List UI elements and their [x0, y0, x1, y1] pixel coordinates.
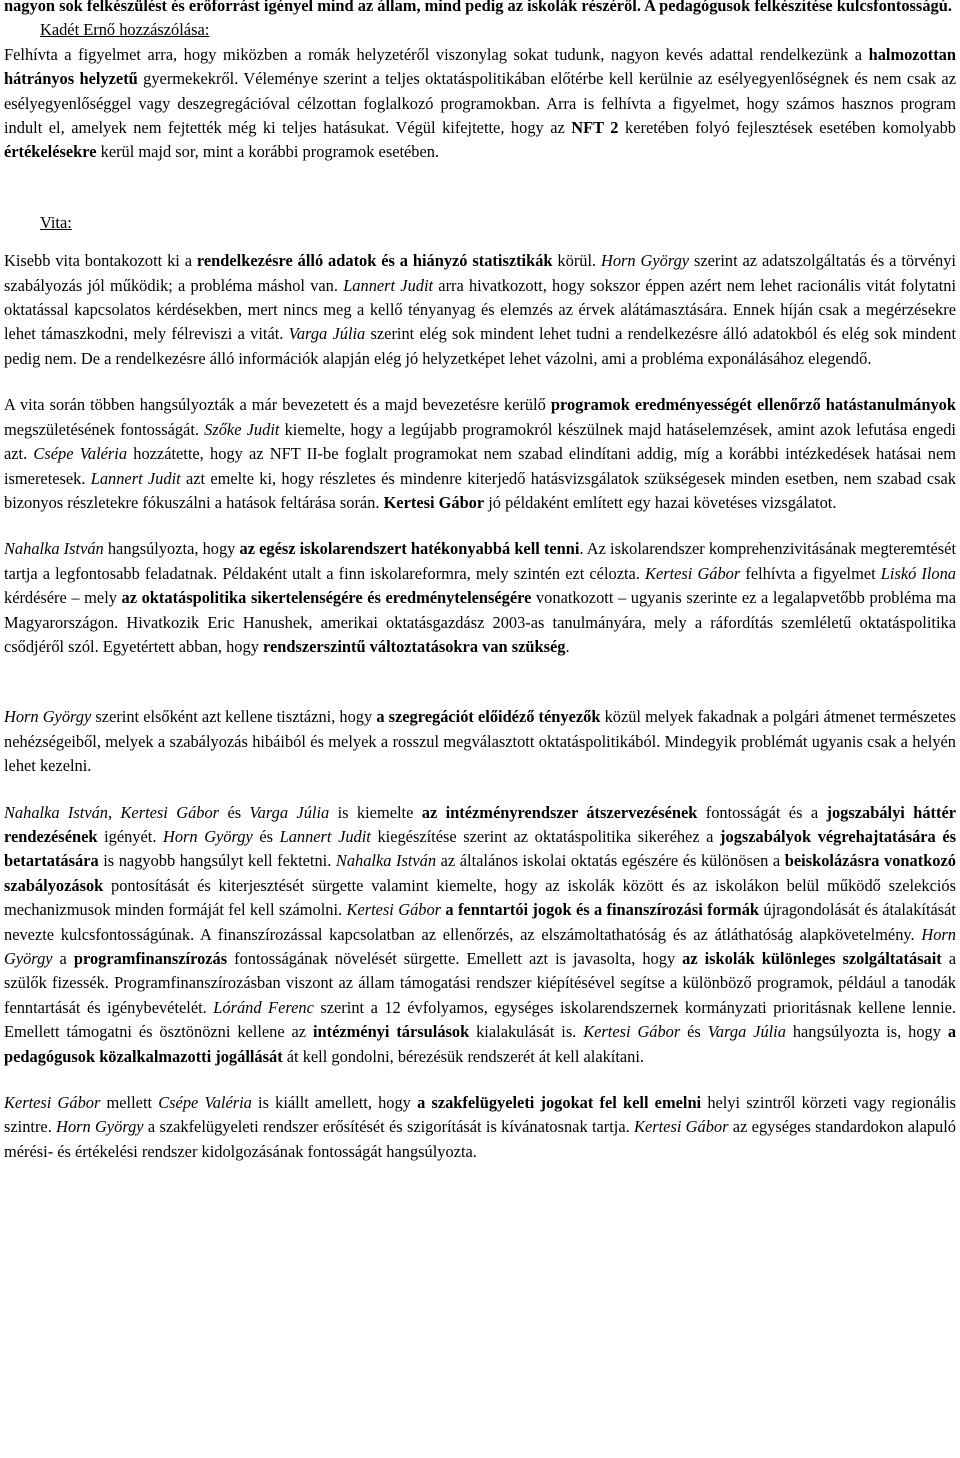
text-run: közül melyek fakadnak a polgári átmenet természetes nehézségeiből, melyek a szabályozás hibáiból és melyek a rosszul megválasztott oktatáspolitikából. Mindegyik problémát ugyanis csak a helyén lehet kezelni. — [4, 707, 956, 776]
text-run: hangsúlyozta, hogy — [103, 539, 240, 559]
person-name: Csépe Valéria — [33, 444, 128, 464]
emphasis-text: az egész iskolarendszert hatékonyabbá kell tenni — [239, 539, 580, 559]
text-run: A vita során többen hangsúlyozták a már bevezetett és a majd bevezetésre kerülő — [4, 395, 551, 415]
emphasis-text: programok eredményességét ellenőrző hatástanulmányok — [550, 395, 956, 415]
emphasis-text: rendelkezésre álló adatok és a hiányzó statisztikák — [196, 251, 553, 271]
person-name: Horn György — [163, 826, 253, 846]
emphasis-text: NFT 2 — [571, 118, 619, 138]
text-run: Kisebb vita bontakozott ki a — [4, 251, 197, 271]
emphasis-text: programfinanszírozás — [73, 949, 228, 968]
vita-paragraph-5 — [4, 801, 956, 1069]
emphasis-text: a szakfelügyeleti jogokat fel kell emelni — [417, 1093, 702, 1113]
emphasis-text: a pedagógusok közalkalmazotti jogállását — [4, 1022, 957, 1066]
person-name: Lannert Judit — [343, 275, 434, 295]
person-name: Kertesi Gábor — [4, 1093, 101, 1113]
text-run: is kiállt amellett, hogy — [251, 1093, 418, 1113]
person-name: Varga Júlia — [249, 802, 330, 822]
emphasis-text: rendszerszintű változtatásokra van szükség — [263, 636, 566, 656]
text-run: . Az iskolarendszer komprehenzivitásának megteremtését tartja a legfontosabb feladatnak. Példaként utalt a finn iskolareformra, mely szintén ezt célozta. — [4, 539, 957, 583]
person-name: Kertesi Gábor — [583, 1022, 681, 1042]
text-run: mellett — [100, 1093, 159, 1113]
text-run: vonatkozott – ugyanis szerinte ez a legalapvetőbb probléma ma Magyarországon. Hivatkozik Eric Hanushek, amerikai oktatásgazdász 2003-as tanulmányára, mely a ráfordítás szemléletű oktatáspolitika csődjéről szól. Egyetértett abban, hogy — [4, 588, 956, 656]
text-run: megszületésének fontosságát. — [4, 419, 205, 439]
text-run: is nagyobb hangsúlyt kell fektetni. — [98, 851, 336, 871]
emphasis-text: nagyon sok felkészülést és erőforrást igényel mind az állam, mind pedig az iskolák részéről. A pedagógusok felkészítése kulcsfontosságú. — [4, 0, 952, 15]
kadet-paragraph — [4, 43, 956, 165]
emphasis-text: az intézményrendszer átszervezésének — [421, 802, 698, 822]
text-run: kiemelte, hogy a legújabb programokról készülnek majd hatáselemzések, amint azok lefutása engedi azt. — [4, 419, 956, 464]
text-run: és — [680, 1022, 708, 1042]
text-run: azt emelte ki, hogy részletes és mindenre kiterjedő hatásvizsgálatok szükségesek minden esetben, nem szabad csak bizonyos részletekre fókuszálni a hatások feltárása során. — [4, 468, 956, 512]
person-name: Horn György — [4, 924, 956, 968]
person-name: Kertesi Gábor — [120, 802, 220, 822]
emphasis-text: halmozottan hátrányos helyzetű — [4, 44, 956, 89]
text-run: körül. — [552, 251, 602, 271]
person-name: Varga Júlia — [707, 1022, 786, 1042]
vita-paragraph-2 — [4, 393, 956, 515]
emphasis-text: a fenntartói jogok és a finanszírozási formák — [445, 900, 760, 920]
text-run: , — [108, 802, 121, 822]
text-run: keretében folyó fejlesztések esetében komolyabb — [618, 118, 956, 138]
emphasis-text: értékelésekre — [4, 142, 97, 162]
text-run: fontosságának növelését sürgette. Emellett azt is javasolta, hogy — [227, 949, 683, 968]
text-run: és — [219, 802, 250, 822]
person-name: Kertesi Gábor — [346, 900, 442, 920]
text-run: szerint az adatszolgáltatás és a törvényi szabályozás jól működik; a probléma máshol van. — [4, 251, 956, 295]
text-run: szerint a 12 évfolyamos, egységes iskolarendszernek kormányzati prioritásnak kellene lennie. Emellett támogatni és ösztönözni kellene az — [4, 997, 957, 1042]
person-name: Csépe Valéria — [158, 1093, 252, 1113]
vita-heading: Vita: — [40, 212, 72, 232]
text-run: kérdésére – mely — [4, 588, 122, 608]
text-run: . — [565, 636, 570, 656]
text-run: arra hivatkozott, hogy sokszor éppen azért nem lehet racionális vitát folytatni oktatással kapcsolatos kérdésekben, mert nincs meg a kellő tényanyag és elemzés az érvek alátámasztására. Ennek híján csak a megérzésekre lehet támaszkodni, mely félreviszi a vitát. — [4, 275, 957, 344]
emphasis-text: jogszabályi háttér rendezésének — [4, 802, 956, 846]
text-run: hangsúlyozta is, hogy — [785, 1022, 948, 1042]
text-run: fontosságát és a — [697, 802, 827, 822]
person-name: Varga Júlia — [288, 324, 366, 344]
text-run: át kell gondolni, bérezésük rendszerét át kell alakítani. — [282, 1046, 645, 1066]
emphasis-text: intézményi társulások — [312, 1022, 470, 1042]
text-run: jó példaként említett egy hazai követéses vizsgálatot. — [484, 492, 837, 512]
text-run: gyermekekről. Véleménye szerint a teljes oktatáspolitikában előtérbe kell kerülnie az esélyegyenlőségnek és nem csak az esélyegyenlőséggel vagy deszegregációval célzottan foglalkozó programokban. Arra is felhívta a figyelmet, hogy számos hasznos program indult el, amelyek nem fejtették még ki teljes hatásukat. Végül kifejtette, hogy az — [4, 69, 956, 138]
text-run: a — [52, 949, 74, 968]
person-name: Nahalka István — [4, 802, 108, 822]
person-name: Horn György — [601, 251, 690, 271]
person-name: Szőke Judit — [204, 419, 280, 439]
text-run: kialakulását is. — [469, 1022, 584, 1042]
text-run: az egységes standardokon alapuló mérési- és értékelési rendszer kidolgozásának fontosságát hangsúlyozta. — [4, 1117, 956, 1161]
intro-paragraph — [4, 0, 956, 18]
text-run: és — [252, 826, 280, 846]
person-name: Lannert Judit — [279, 826, 371, 846]
text-run: Felhívta a figyelmet arra, hogy miközben a romák helyzetéről viszonylag sokat tudunk, nagyon kevés adattal rendelkezünk a — [4, 44, 869, 64]
person-name: Horn György — [4, 707, 92, 727]
text-run: is kiemelte — [329, 802, 422, 822]
person-name: Horn György — [56, 1117, 144, 1137]
kadet-heading: Kadét Ernő hozzászólása: — [40, 20, 210, 40]
text-run: szerint elsőként azt kellene tisztázni, hogy — [91, 707, 377, 727]
vita-paragraph-3 — [4, 537, 956, 659]
emphasis-text: az iskolák különleges szolgáltatásait — [682, 949, 942, 968]
vita-paragraph-4 — [4, 705, 956, 778]
emphasis-text: beiskolázásra vonatkozó szabályozások — [4, 851, 956, 895]
person-name: Liskó Ilona — [880, 563, 957, 583]
text-run: hozzátette, hogy az NFT II-be foglalt programokat nem szabad elindítani addig, míg a korábbi intézkedések hatásai nem ismeretesek. — [4, 444, 956, 488]
text-run: felhívta a figyelmet — [740, 563, 881, 583]
text-run: az általános iskolai oktatás egészére és különösen a — [436, 851, 785, 871]
emphasis-text: Kertesi Gábor — [383, 492, 485, 512]
text-run: helyi szintről körzeti vagy regionális szintre. — [4, 1093, 957, 1137]
emphasis-text: jogszabályok végrehajtatására és betartatására — [4, 826, 956, 871]
person-name: Nahalka István — [4, 539, 104, 559]
person-name: Lannert Judit — [90, 468, 181, 488]
text-run: kiegészítése szerint az oktatáspolitika sikeréhez a — [370, 826, 721, 846]
emphasis-text: az oktatáspolitika sikertelenségére és eredménytelenségére — [121, 588, 532, 608]
vita-paragraph-1 — [4, 249, 956, 371]
text-run: szerint elég sok mindent lehet tudni a rendelkezésre álló adatokból és elég sok mindent pedig nem. De a rendelkezésre álló információk alapján elég jó helyzetképet lehet vázolni, ami a probléma exponálásához elegendő. — [4, 324, 957, 368]
person-name: Lóránd Ferenc — [213, 997, 314, 1017]
emphasis-text: a szegregációt előidéző tényezők — [376, 707, 601, 727]
person-name: Nahalka István — [335, 851, 437, 871]
text-run: újragondolását és átalakítását nevezte kulcsfontosságúnak. A finanszírozással kapcsolatban az ellenőrzés, az elszámoltathatóság és az átláthatóság alapkövetelmény. — [4, 900, 956, 944]
vita-paragraph-6 — [4, 1091, 956, 1164]
person-name: Kertesi Gábor — [634, 1117, 729, 1137]
person-name: Kertesi Gábor — [645, 563, 741, 583]
text-run: pontosítását és kiterjesztését sürgette valamint kiemelte, hogy az iskolák között és az iskolákon belül működő szelekciós mechanizmusok minden formáját fel kell számolni. — [4, 875, 956, 920]
text-run: a szülők fizessék. Programfinanszírozásban viszont az állam támogatási rendszer kiépítésével segítse a különböző programok, például a tanodák fenntartását és igénybevételét. — [4, 949, 957, 1017]
text-run: a szakfelügyeleti rendszer erősítését és szigorítását is kívánatosnak tartja. — [143, 1117, 635, 1137]
text-run: igényét. — [97, 826, 163, 846]
text-run: kerül majd sor, mint a korábbi programok esetében. — [96, 142, 440, 162]
